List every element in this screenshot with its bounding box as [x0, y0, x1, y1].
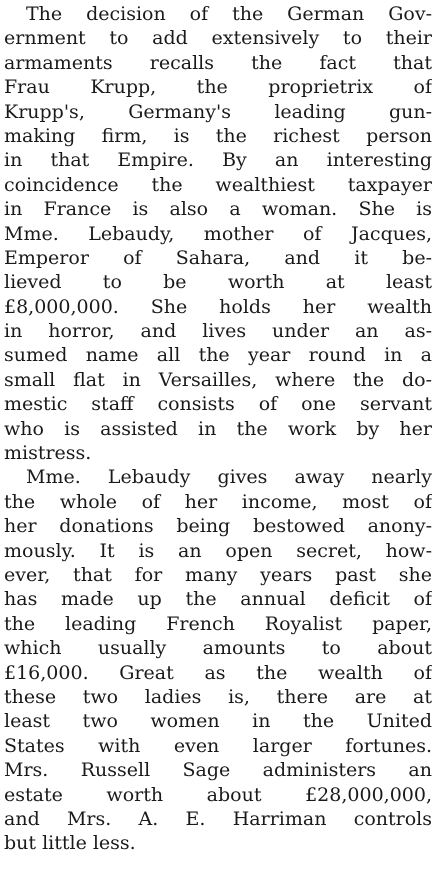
article-line: Krupp's, Germany's leading gun- [4, 100, 432, 123]
paragraph-2 [4, 465, 432, 855]
article-line: The decision of the German Gov- [26, 3, 432, 25]
article-line: the leading French Royalist paper, [4, 612, 432, 635]
article-line: States with even larger fortunes. [4, 734, 432, 757]
article-line: ever, that for many years past she [4, 563, 432, 586]
article-line: in that Empire. By an interesting [4, 149, 432, 172]
article-line: £8,000,000. She holds her wealth [4, 295, 432, 318]
article-line: Mme. Lebaudy gives away nearly [26, 466, 432, 489]
article-line: Frau Krupp, the proprietrix of [4, 76, 432, 99]
article-line: which usually amounts to about [4, 637, 432, 660]
article-line: small flat in Versailles, where the do- [4, 368, 432, 391]
article-line: armaments recalls the fact that [4, 51, 432, 74]
article-line: lieved to be worth at least [4, 271, 432, 294]
article-line: coincidence the wealthiest taxpayer [4, 173, 432, 196]
article-line: estate worth about £28,000,000, [4, 783, 432, 806]
article-line: Mrs. Russell Sage administers an [4, 759, 432, 782]
article-line: mistress. [4, 442, 92, 465]
article-line: her donations being bestowed anony- [4, 515, 432, 538]
article-line: Mme. Lebaudy, mother of Jacques, [4, 222, 432, 245]
article-line: the whole of her income, most of [4, 490, 432, 513]
article-line: but little less. [4, 832, 136, 855]
article-line: making firm, is the richest person [4, 124, 432, 147]
article-line: in France is also a woman. She is [4, 198, 432, 221]
article-line: ernment to add extensively to their [4, 27, 432, 50]
article-line: least two women in the United [4, 710, 432, 733]
paragraph-1 [4, 2, 432, 465]
article-line: mously. It is an open secret, how- [4, 539, 432, 562]
article-line: £16,000. Great as the wealth of [4, 661, 432, 684]
article-line: and Mrs. A. E. Harriman controls [4, 807, 432, 830]
article-line: sumed name all the year round in a [4, 344, 432, 367]
article-line: has made up the annual deficit of [4, 588, 432, 611]
article-line: mestic staff consists of one servant [4, 393, 432, 416]
article-line: in horror, and lives under an as- [4, 320, 432, 343]
article-line: Emperor of Sahara, and it be- [4, 246, 432, 269]
article-line: who is assisted in the work by her [4, 417, 432, 440]
article-line: these two ladies is, there are at [4, 685, 432, 708]
